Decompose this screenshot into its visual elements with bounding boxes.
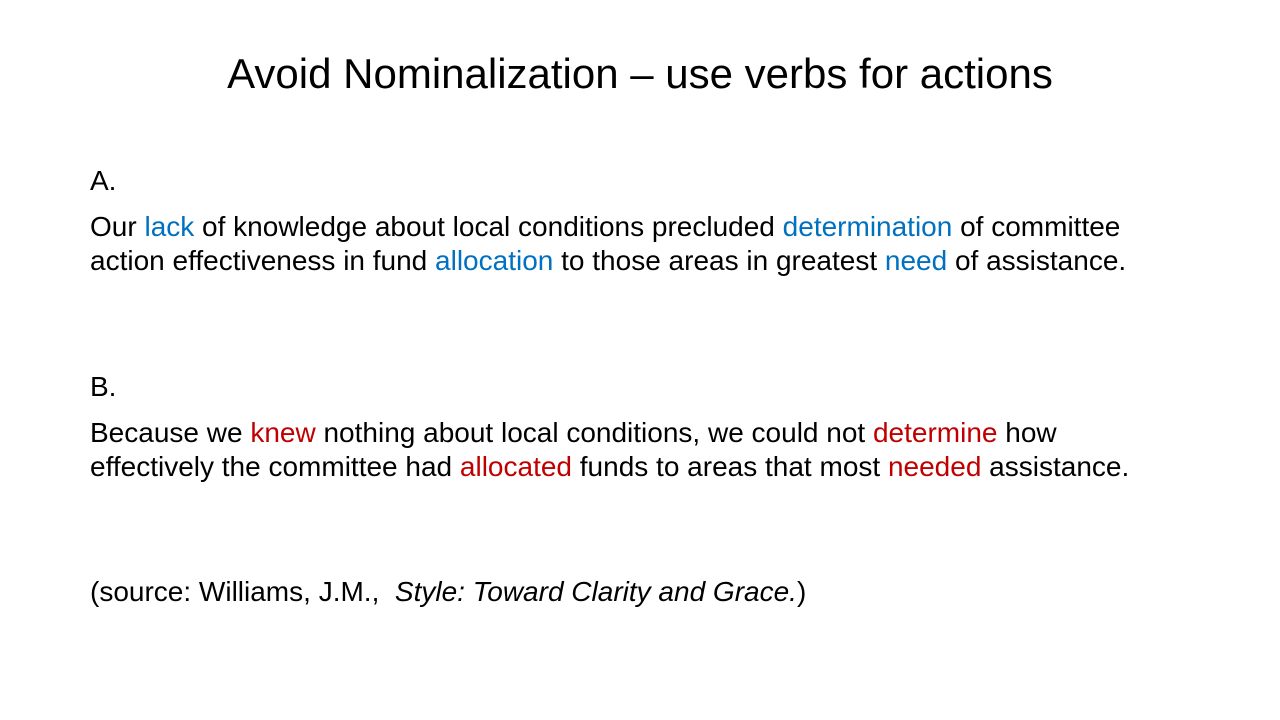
source-citation bbox=[90, 575, 806, 609]
example-b-paragraph bbox=[90, 416, 1170, 484]
segment: Because we bbox=[90, 417, 251, 448]
source-suffix: ) bbox=[796, 576, 807, 607]
verb-word: knew bbox=[250, 417, 316, 448]
book-title: Style: Toward Clarity and Grace. bbox=[394, 576, 797, 607]
segment: of committee action effectiveness in fund bbox=[90, 211, 1121, 276]
segment: to those areas in greatest bbox=[553, 245, 885, 276]
segment: assistance. bbox=[981, 451, 1130, 482]
verb-word: needed bbox=[887, 451, 982, 482]
segment: funds to areas that most bbox=[572, 451, 888, 482]
nominalization-word: allocation bbox=[435, 245, 554, 276]
segment: Our bbox=[90, 211, 145, 242]
nominalization-word: determination bbox=[782, 211, 953, 242]
slide-title: Avoid Nominalization – use verbs for actions bbox=[227, 50, 1053, 97]
example-a-label: A. bbox=[90, 165, 117, 196]
segment: of assistance. bbox=[947, 245, 1127, 276]
verb-word: allocated bbox=[459, 451, 572, 482]
source-prefix: (source: Williams, J.M., bbox=[90, 576, 395, 607]
verb-word: determine bbox=[872, 417, 998, 448]
segment: nothing about local conditions, we could not bbox=[315, 417, 873, 448]
segment: of knowledge about local conditions precluded bbox=[194, 211, 783, 242]
nominalization-word: lack bbox=[144, 211, 195, 242]
nominalization-word: need bbox=[884, 245, 948, 276]
example-b-label: B. bbox=[90, 371, 117, 402]
segment: how effectively the committee had bbox=[90, 417, 1057, 482]
example-a-paragraph bbox=[90, 210, 1170, 278]
